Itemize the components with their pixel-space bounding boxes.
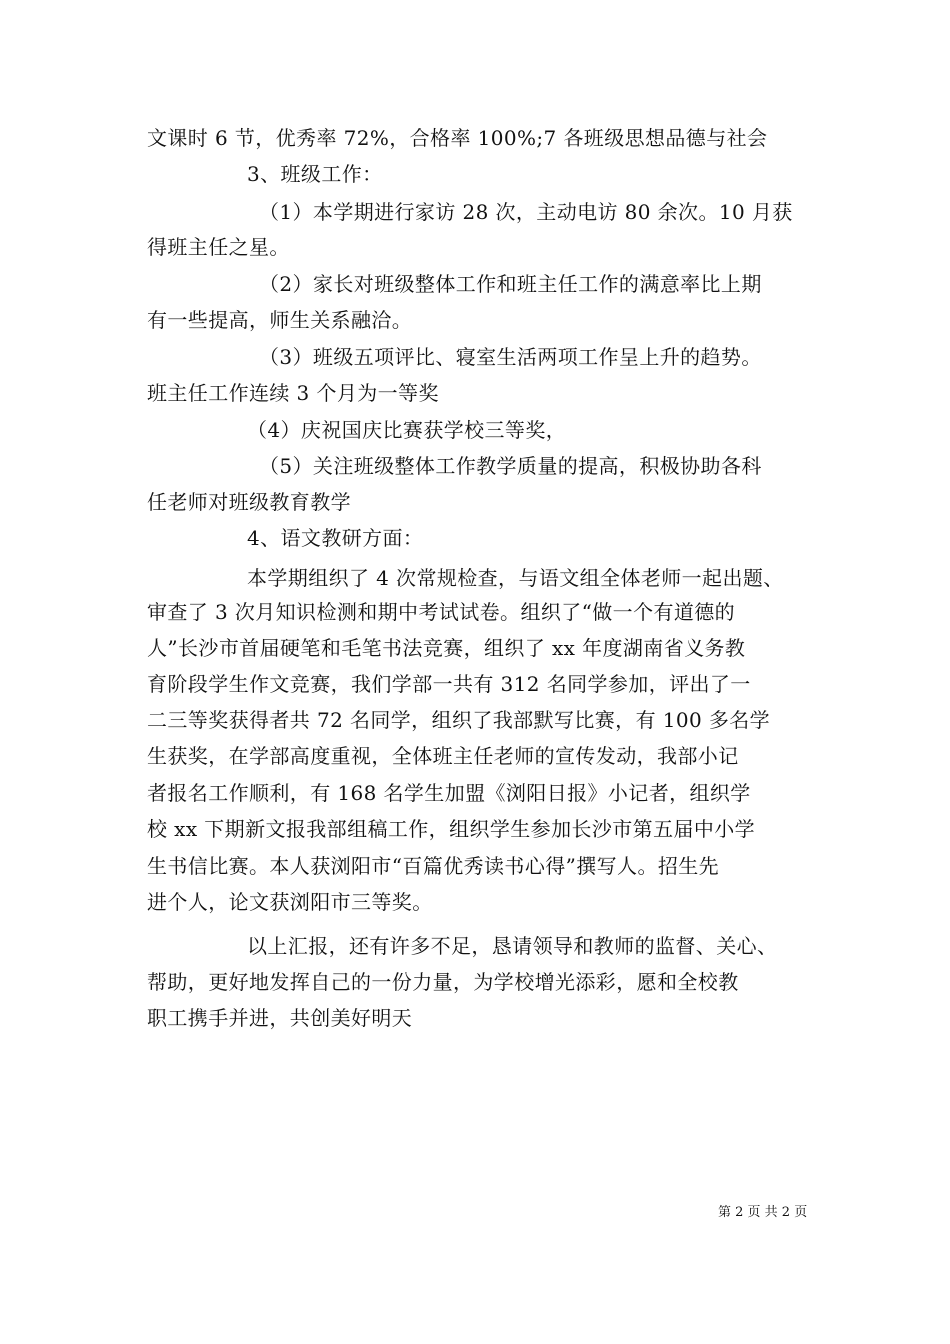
paragraph-line: 帮助，更好地发挥自己的一份力量，为学校增光添彩，愿和全校教 [147,970,739,994]
paragraph-line: 人”长沙市首届硬笔和毛笔书法竞赛，组织了 xx 年度湖南省义务教 [147,636,746,660]
paragraph-line: 得班主任之星。 [147,235,290,259]
page-number-footer: 第 2 页 共 2 页 [718,1205,808,1220]
paragraph-line: 文课时 6 节，优秀率 72%，合格率 100%;7 各班级思想品德与社会 [147,126,768,150]
paragraph-line: 校 xx 下期新文报我部组稿工作，组织学生参加长沙市第五届中小学 [147,817,756,841]
paragraph-line: 二三等奖获得者共 72 名同学，组织了我部默写比赛，有 100 多名学 [147,708,771,732]
paragraph-line: 班主任工作连续 3 个月为一等奖 [147,381,439,405]
paragraph-line: （1）本学期进行家访 28 次，主动电访 80 余次。10 月获 [259,200,793,224]
paragraph-line: 有一些提高，师生关系融洽。 [147,308,413,332]
paragraph-line: 者报名工作顺利，有 168 名学生加盟《浏阳日报》小记者，组织学 [147,781,751,805]
section-heading: 3、班级工作： [247,162,383,186]
paragraph-line: 进个人，论文获浏阳市三等奖。 [147,890,433,914]
paragraph-line: 生获奖，在学部高度重视，全体班主任老师的宣传发动，我部小记 [147,744,739,768]
paragraph-line: 育阶段学生作文竞赛，我们学部一共有 312 名同学参加，评出了一 [147,672,751,696]
paragraph-line: 职工携手并进，共创美好明天 [147,1006,413,1030]
section-heading: 4、语文教研方面： [247,526,424,550]
paragraph-line: 本学期组织了 4 次常规检查，与语文组全体老师一起出题、 [247,566,784,590]
paragraph-line: 任老师对班级教育教学 [147,490,351,514]
paragraph-line: 生书信比赛。本人获浏阳市“百篇优秀读书心得”撰写人。招生先 [147,854,720,878]
paragraph-line: （5）关注班级整体工作教学质量的提高，积极协助各科 [259,454,762,478]
paragraph-line: 以上汇报，还有许多不足，恳请领导和教师的监督、关心、 [247,934,778,958]
paragraph-line: （2）家长对班级整体工作和班主任工作的满意率比上期 [259,272,762,296]
paragraph-line: （4）庆祝国庆比赛获学校三等奖， [247,418,567,442]
paragraph-line: （3）班级五项评比、寝室生活两项工作呈上升的趋势。 [259,345,762,369]
paragraph-line: 审查了 3 次月知识检测和期中考试试卷。组织了“做一个有道德的 [147,600,736,624]
